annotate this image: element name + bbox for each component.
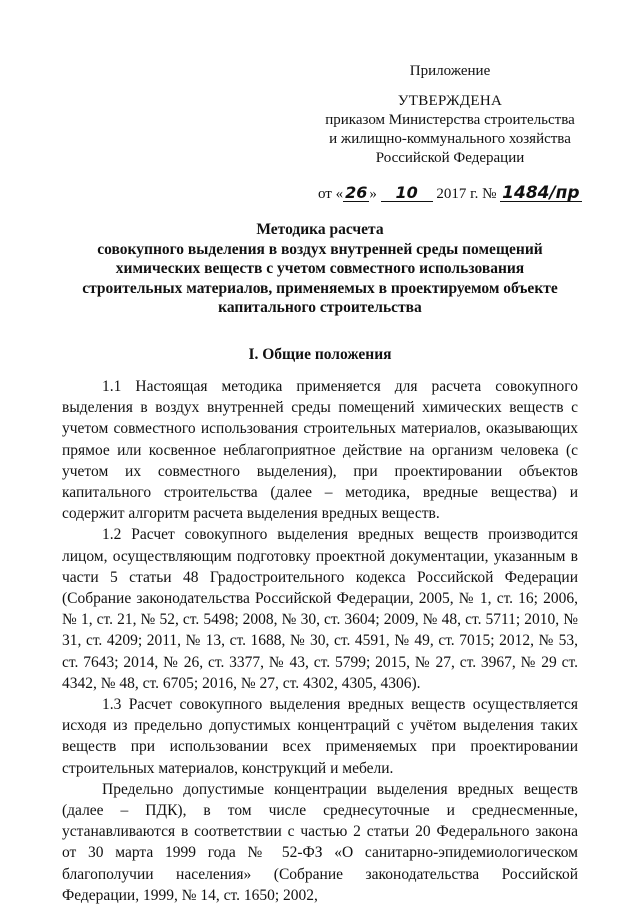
- document-body: [62, 376, 578, 906]
- document-title: [62, 220, 578, 318]
- approval-line-1: приказом Министерства строительства: [325, 112, 575, 128]
- paragraph-1-3: 1.3 Расчет совокупного выделения вредных веществ осуществляется исходя из предельно допустимых концентраций с учётом выделения таких веществ при использовании всех применяемых при проектировании строительных материалов, конструкций и мебели.: [62, 696, 578, 777]
- title-line-2: совокупного выделения в воздух внутренней среды помещений: [97, 240, 543, 258]
- paragraph-1-1: 1.1 Настоящая методика применяется для расчета совокупного выделения в воздух внутренней среды помещений химических веществ с учетом совместного использования строительных материалов, оказывающих прямое или косвенное неблагоприятное действие на организм человека (с учетом их совместного выделения), при проектировании объектов капитального строительства (далее – методика, вредные вещества) и содержит алгоритм расчета выделения вредных веществ.: [62, 378, 578, 523]
- order-year-text: 2017 г. №: [436, 186, 497, 202]
- title-line-5: капитального строительства: [218, 299, 422, 316]
- title-line-3: химических веществ с учетом совместного использования: [115, 260, 525, 277]
- handwritten-day: 26: [345, 183, 368, 202]
- order-quote-close: »: [369, 186, 377, 202]
- section-heading: I. Общие положения: [248, 346, 392, 363]
- approval-line-3: Российской Федерации: [375, 150, 525, 166]
- order-date-line: [318, 185, 608, 203]
- paragraph-1-2: 1.2 Расчет совокупного выделения вредных веществ производится лицом, осуществляющим подготовку проектной документации, указанным в части 5 статьи 48 Градостроительного кодекса Российской Федерации (Собрание законодательства Российской Федерации, 2005, № 1, ст. 16; 2006, № 1, ст. 21, № 52, ст. 5498; 2008, № 30, ст. 3604; 2009, № 48, ст. 5711; 2010, № 31, ст. 4209; 2011, № 13, ст. 1688, № 30, ст. 4591, № 49, ст. 7015; 2012, № 53, ст. 7643; 2014, № 26, ст. 3377, № 43, ст. 5799; 2015, № 27, ст. 3967, № 29 ст. 4342, № 48, ст. 6705; 2016, № 27, ст. 4302, 4305, 4306).: [62, 526, 578, 692]
- approval-block: [300, 62, 600, 168]
- paragraph-pdk: Предельно допустимые концентрации выделения вредных веществ (далее – ПДК), в том числе среднесуточные и среднесменные, устанавливаются в соответствии с частью 2 статьи 20 Федерального закона от 30 марта 1999 года № 52-ФЗ «О санитарно-эпидемиологическом благополучии населения» (Собрание законодательства Российской Федерации, 1999, № 14, ст. 1650; 2002,: [62, 780, 578, 904]
- approval-line-2: и жилищно-коммунального хозяйства: [329, 131, 571, 147]
- appendix-label: Приложение: [409, 63, 491, 79]
- handwritten-month: 10: [381, 185, 433, 202]
- title-line-1: Методика расчета: [256, 221, 384, 238]
- handwritten-order-number: 1484/пр: [502, 183, 580, 203]
- order-date-prefix: от «: [318, 186, 344, 202]
- title-line-4: строительных материалов, применяемых в проектируемом объекте: [82, 279, 558, 297]
- approved-label: УТВЕРЖДЕНА: [397, 93, 503, 109]
